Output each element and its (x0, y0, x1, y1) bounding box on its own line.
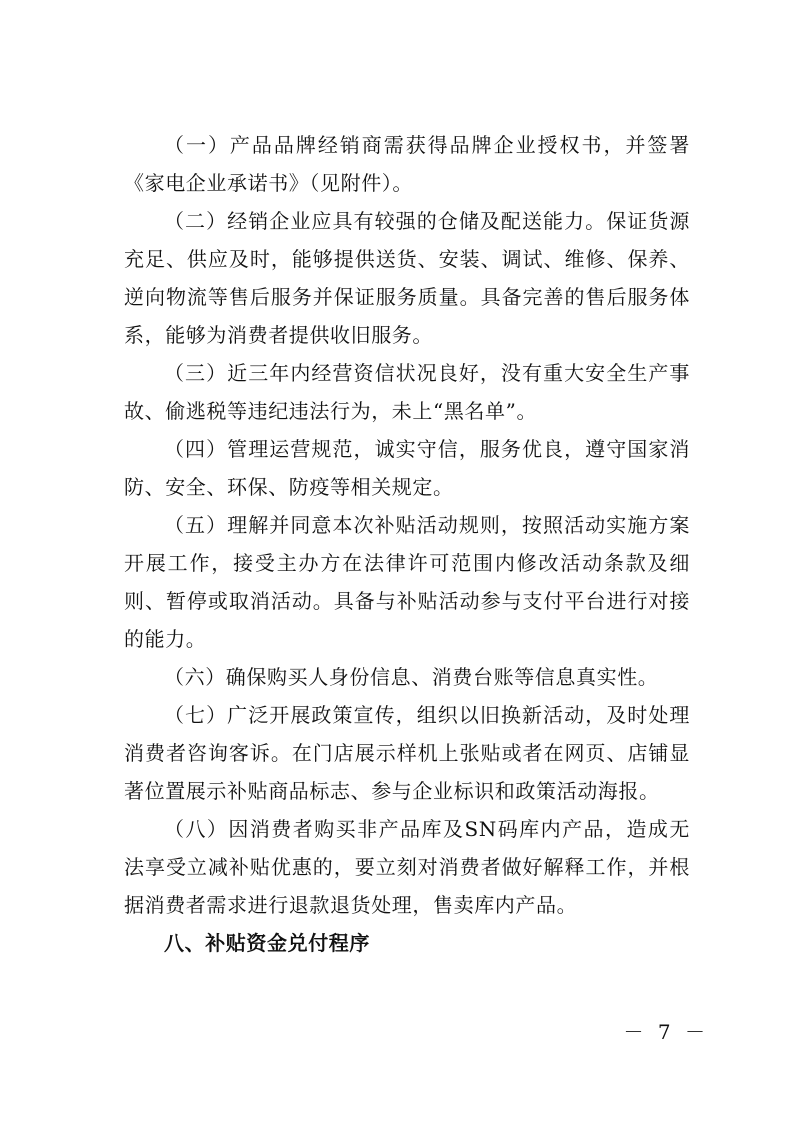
page-number: － 7 － (623, 1020, 709, 1044)
paragraph-3: （三）近三年内经营资信状况良好，没有重大安全生产事故、偷逃税等违纪违法行为，未上“黑名单”。 (124, 361, 690, 423)
section-heading: 八、补贴资金兑付程序 (164, 931, 370, 955)
paragraph-2: （二）经销企业应具有较强的仓储及配送能力。保证货源充足、供应及时，能够提供送货、安装、调试、维修、保养、逆向物流等售后服务并保证服务质量。具备完善的售后服务体系，能够为消费者提供收旧服务。 (124, 209, 690, 347)
paragraph-7: （七）广泛开展政策宣传，组织以旧换新活动，及时处理消费者咨询客诉。在门店展示样机上张贴或者在网页、店铺显著位置展示补贴商品标志、参与企业标识和政策活动海报。 (124, 703, 690, 803)
paragraph-5: （五）理解并同意本次补贴活动规则，按照活动实施方案开展工作，接受主办方在法律许可范围内修改活动条款及细则、暂停或取消活动。具备与补贴活动参与支付平台进行对接的能力。 (124, 513, 690, 651)
paragraph-6: （六）确保购买人身份信息、消费台账等信息真实性。 (164, 665, 659, 689)
paragraph-1: （一）产品品牌经销商需获得品牌企业授权书，并签署《家电企业承诺书》（见附件）。 (124, 133, 690, 195)
paragraph-8: （八）因消费者购买非产品库及SN码库内产品，造成无法享受立减补贴优惠的，要立刻对消费者做好解释工作，并根据消费者需求进行退款退货处理，售卖库内产品。 (124, 817, 690, 917)
paragraph-4: （四）管理运营规范，诚实守信，服务优良，遵守国家消防、安全、环保、防疫等相关规定。 (124, 437, 690, 499)
